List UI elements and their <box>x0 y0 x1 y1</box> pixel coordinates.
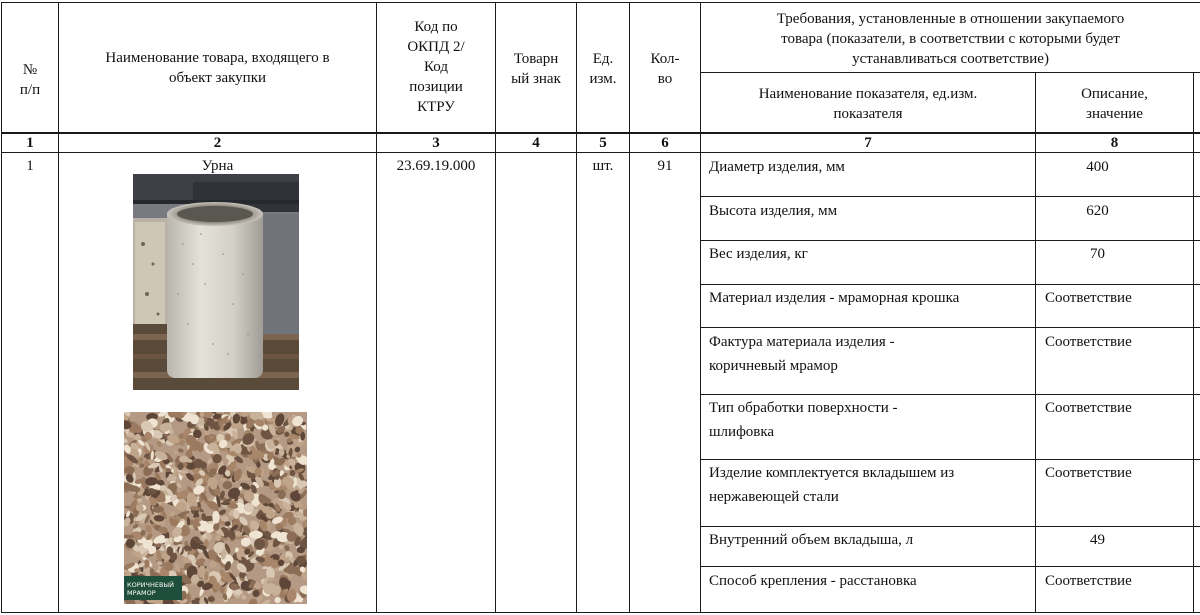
indicator-name-4: Материал изделия - мраморная крошка <box>709 290 960 306</box>
column-number-6: 6 <box>661 135 669 151</box>
indicator-value-7: Соответствие <box>1045 465 1132 481</box>
indicator-name-8: Внутренний объем вкладыша, л <box>709 532 914 548</box>
indicator-value-4: Соответствие <box>1045 290 1132 306</box>
header-unit: Ед. изм. <box>589 51 617 87</box>
column-number-3: 3 <box>432 135 440 151</box>
header-trademark: Товарн ый знак <box>511 51 561 87</box>
indicator-name-7: Изделие комплектуется вкладышем из нержавеющей стали <box>709 465 955 505</box>
header-okpd-code: Код по ОКПД 2/ Код позиции КТРУ <box>407 19 465 115</box>
indicator-value-6: Соответствие <box>1045 400 1132 416</box>
column-number-1: 1 <box>26 135 34 151</box>
header-quantity: Кол- во <box>650 51 680 87</box>
marble-swatch <box>124 412 307 604</box>
column-number-5: 5 <box>599 135 607 151</box>
indicator-value-9: Соответствие <box>1045 573 1132 589</box>
indicator-value-5: Соответствие <box>1045 334 1132 350</box>
header-product-name: Наименование товара, входящего в объект закупки <box>105 50 330 86</box>
header-number: № п/п <box>19 62 41 98</box>
header-requirements: Требования, установленные в отношении закупаемого товара (показатели, в соответствии с которыми будет устанавливаться соответствие) <box>776 11 1125 67</box>
header-indicator-name: Наименование показателя, ед.изм. показателя <box>758 86 978 122</box>
indicator-name-3: Вес изделия, кг <box>709 246 808 262</box>
column-number-2: 2 <box>213 135 222 151</box>
indicator-name-2: Высота изделия, мм <box>709 203 838 219</box>
item-number: 1 <box>26 158 34 174</box>
indicator-name-5: Фактура материала изделия - коричневый мрамор <box>709 334 895 374</box>
item-name: Урна <box>201 158 234 174</box>
item-okpd-code: 23.69.19.000 <box>396 158 476 174</box>
indicator-name-1: Диаметр изделия, мм <box>709 159 845 175</box>
swatch-label-line1: КОРИЧНЕВЫЙ <box>127 581 175 589</box>
indicator-name-6: Тип обработки поверхности - шлифовка <box>709 400 898 440</box>
indicator-value-2: 620 <box>1086 203 1109 219</box>
indicator-value-3: 70 <box>1090 246 1105 262</box>
urn-photo <box>133 174 299 390</box>
indicator-value-1: 400 <box>1086 159 1109 175</box>
item-unit: шт. <box>592 158 614 174</box>
column-number-8: 8 <box>1110 135 1119 151</box>
column-number-7: 7 <box>864 135 872 151</box>
indicator-name-9: Способ крепления - расстановка <box>709 573 917 589</box>
header-indicator-value: Описание, значение <box>1081 86 1148 122</box>
indicator-value-8: 49 <box>1090 532 1105 548</box>
swatch-label-line2: МРАМОР <box>127 589 156 597</box>
item-quantity: 91 <box>657 158 673 174</box>
column-number-4: 4 <box>532 135 540 151</box>
